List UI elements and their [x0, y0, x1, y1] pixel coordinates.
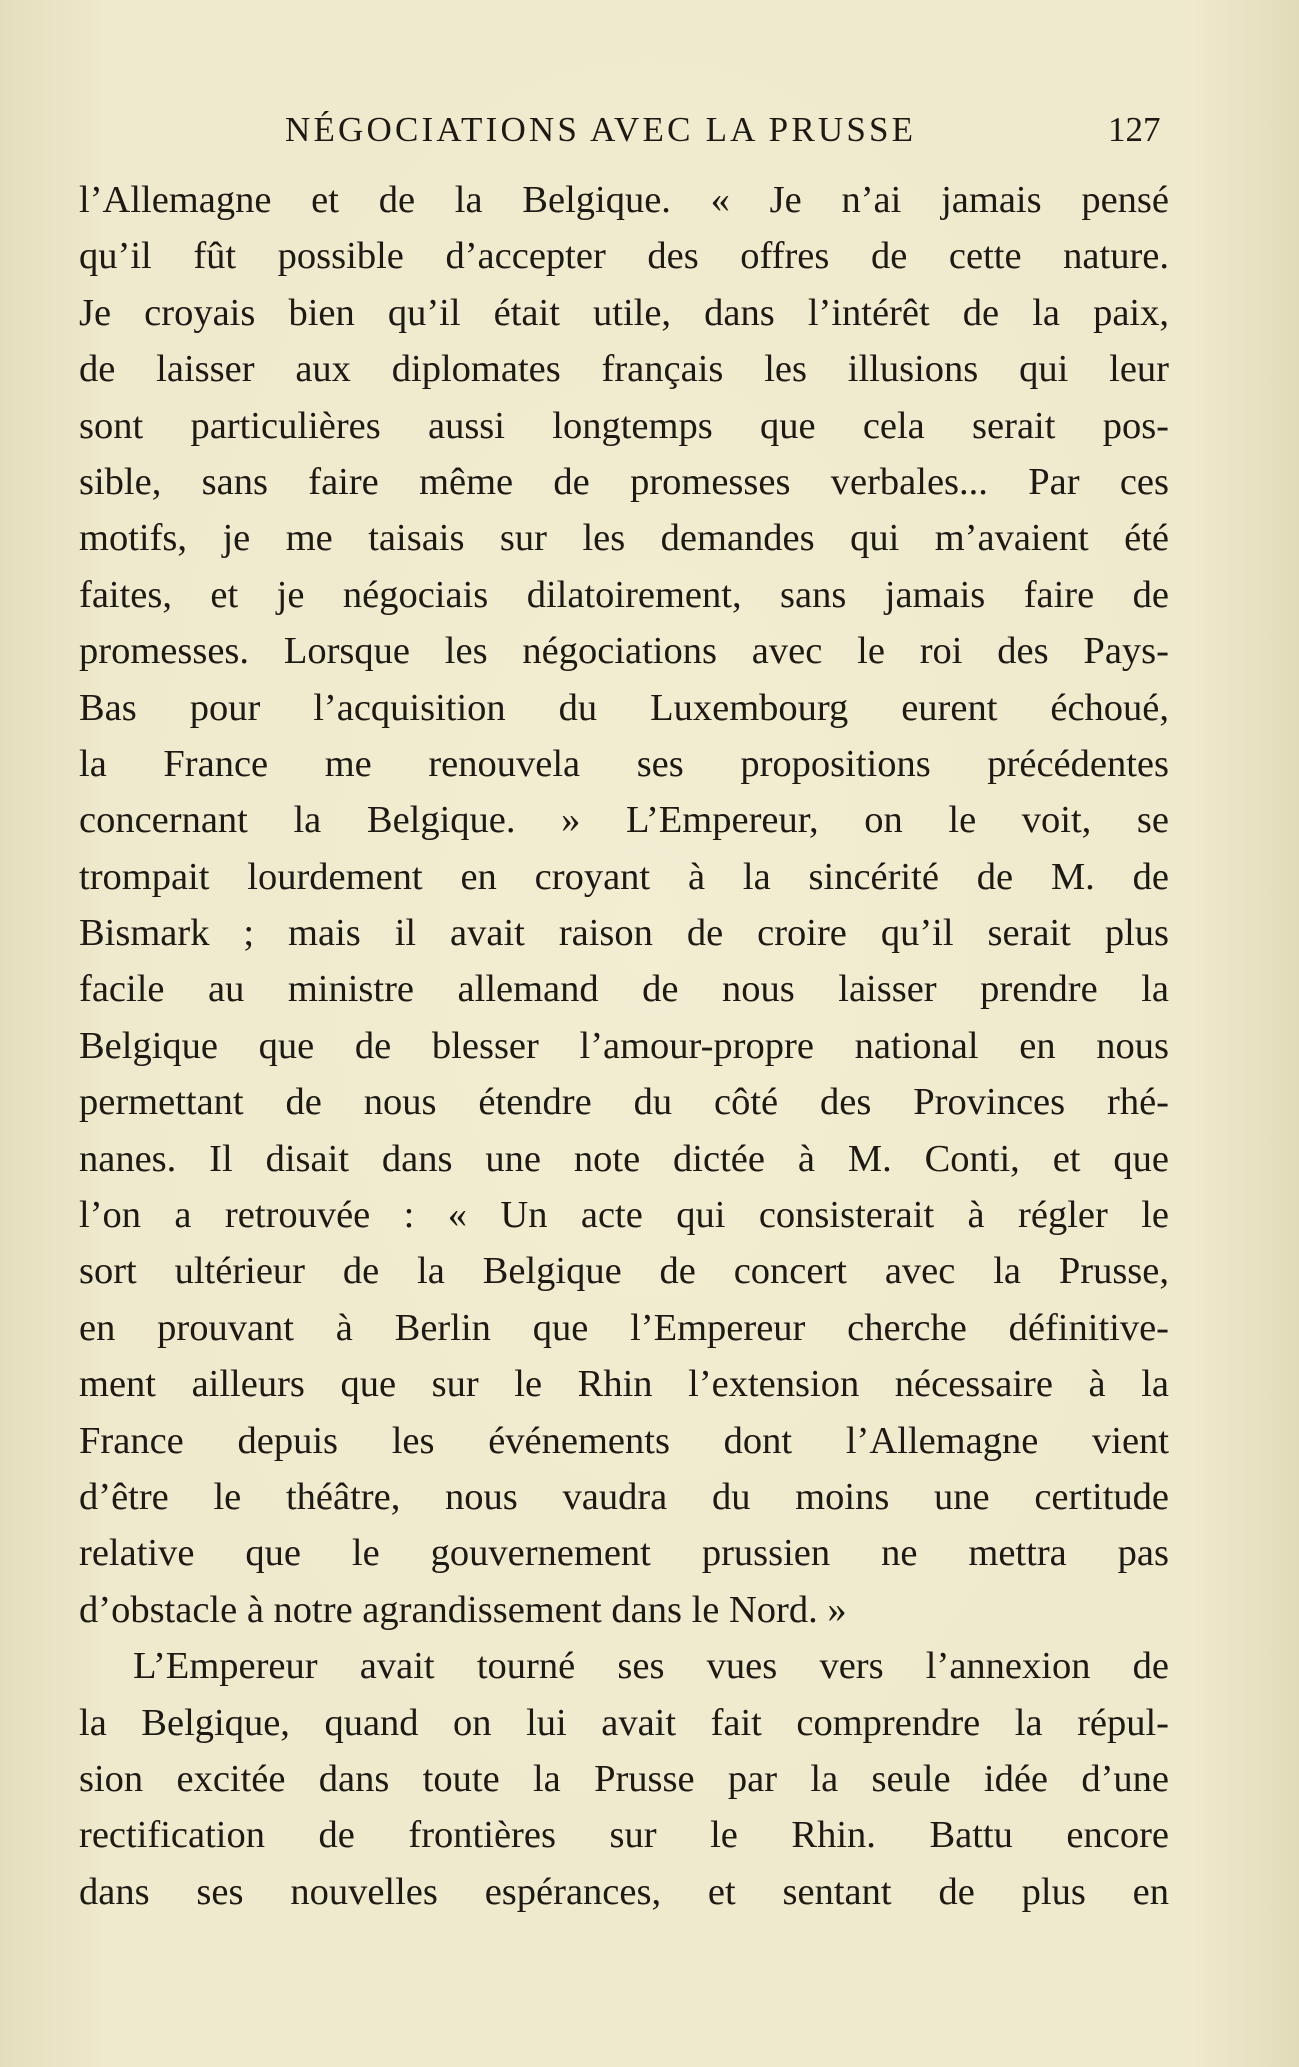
- text-line: trompait lourdement en croyant à la sincérité de M. de: [79, 855, 1169, 898]
- text-line: relative que le gouvernement prussien ne mettra pas: [79, 1532, 1169, 1575]
- text-line: facile au ministre allemand de nous laisser prendre la: [79, 968, 1169, 1011]
- text-line: qu’il fût possible d’accepter des offres de cette nature.: [79, 235, 1169, 278]
- text-line: d’être le théâtre, nous vaudra du moins une certitude: [79, 1475, 1169, 1518]
- text-line: ment ailleurs que sur le Rhin l’extension nécessaire à la: [79, 1363, 1169, 1406]
- running-title: NÉGOCIATIONS AVEC LA PRUSSE: [285, 110, 917, 149]
- running-head: [0, 100, 1299, 160]
- text-line: l’Allemagne et de la Belgique. « Je n’ai jamais pensé: [79, 179, 1169, 221]
- page-number: 127: [1108, 110, 1161, 149]
- body-text: [79, 172, 1169, 1920]
- text-line: Je croyais bien qu’il était utile, dans l’intérêt de la paix,: [79, 291, 1169, 334]
- text-line: France depuis les événements dont l’Allemagne vient: [79, 1419, 1169, 1462]
- text-line: promesses. Lorsque les négociations avec le roi des Pays-: [79, 630, 1169, 673]
- text-line: sible, sans faire même de promesses verbales... Par ces: [79, 460, 1169, 503]
- text-line: concernant la Belgique. » L’Empereur, on le voit, se: [79, 799, 1169, 842]
- text-line: dans ses nouvelles espérances, et sentant de plus en: [79, 1870, 1169, 1913]
- text-line: sont particulières aussi longtemps que cela serait pos-: [79, 404, 1169, 447]
- text-line: la France me renouvela ses propositions précédentes: [79, 742, 1169, 785]
- text-line: la Belgique, quand on lui avait fait comprendre la répul-: [79, 1701, 1169, 1744]
- text-line: Bas pour l’acquisition du Luxembourg eurent échoué,: [79, 686, 1169, 729]
- text-line: sort ultérieur de la Belgique de concert avec la Prusse,: [79, 1250, 1169, 1293]
- text-line: Belgique que de blesser l’amour-propre national en nous: [79, 1024, 1169, 1067]
- text-line: nanes. Il disait dans une note dictée à M. Conti, et que: [79, 1137, 1169, 1180]
- text-line: motifs, je me taisais sur les demandes qui m’avaient été: [79, 517, 1169, 560]
- text-line: permettant de nous étendre du côté des Provinces rhé-: [79, 1081, 1169, 1124]
- text-line: faites, et je négociais dilatoirement, sans jamais faire de: [79, 573, 1169, 616]
- text-line: rectification de frontières sur le Rhin. Battu encore: [79, 1814, 1169, 1857]
- text-line: l’on a retrouvée : « Un acte qui consisterait à régler le: [79, 1194, 1169, 1237]
- text-line: sion excitée dans toute la Prusse par la seule idée d’une: [79, 1757, 1169, 1800]
- text-line: L’Empereur avait tourné ses vues vers l’annexion de: [133, 1645, 1169, 1688]
- text-line: en prouvant à Berlin que l’Empereur cherche définitive-: [79, 1306, 1169, 1349]
- text-line: d’obstacle à notre agrandissement dans le Nord. »: [79, 1588, 847, 1631]
- text-line: Bismark ; mais il avait raison de croire qu’il serait plus: [79, 912, 1169, 955]
- text-line: de laisser aux diplomates français les illusions qui leur: [79, 348, 1169, 391]
